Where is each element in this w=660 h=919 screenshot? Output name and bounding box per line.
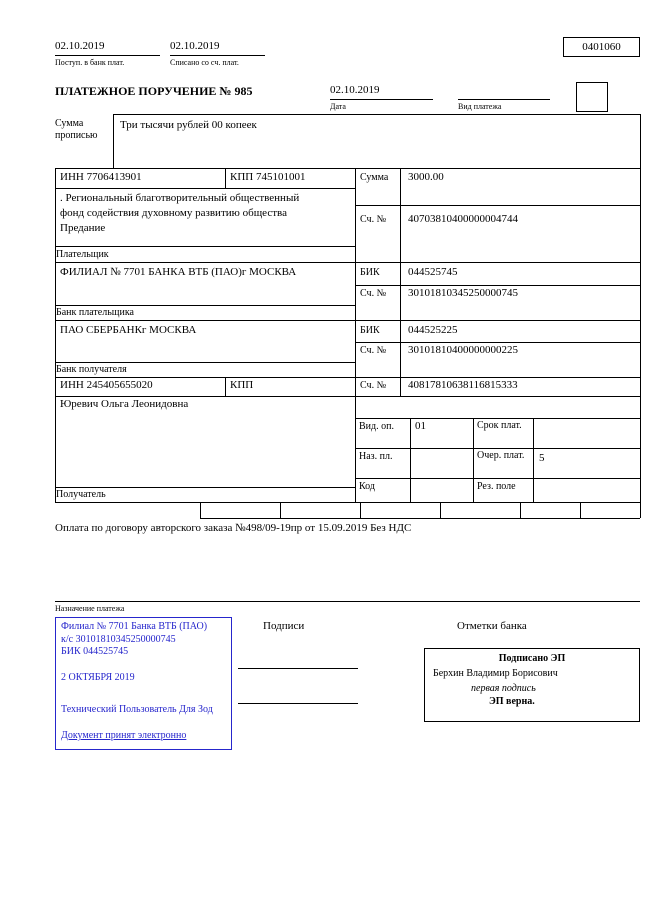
ep-valid-label: ЭП верна. [489,696,535,707]
priority-value: 5 [539,452,545,464]
payee-bank-account-label: Сч. № [360,345,387,356]
signed-ep-title: Подписано ЭП [498,653,566,664]
payee-section-label: Получатель [56,489,106,500]
doc-title: ПЛАТЕЖНОЕ ПОРУЧЕНИЕ № 985 [55,84,253,98]
grid-line [440,502,441,518]
received-date: 02.10.2019 [55,40,105,52]
grid-line [113,114,640,115]
grid-line [225,168,226,188]
payer-bank-bik-label: БИК [360,267,380,278]
grid-line [55,188,355,189]
payer-bank-bik: 044525745 [408,266,458,278]
sum-value: 3000.00 [408,171,444,183]
debited-date-label: Списано со сч. плат. [170,58,239,67]
received-date-label: Поступ. в банк плат. [55,58,125,67]
grid-line [55,362,355,363]
stamp-bik: БИК 044525745 [61,646,129,657]
grid-line [520,502,521,518]
debited-date-underline [170,55,265,56]
grid-line [280,502,281,518]
doc-date: 02.10.2019 [330,84,380,96]
stamp-user: Технический Пользователь Для Зод [61,704,213,715]
amount-label-line1: Сумма [55,118,84,129]
grid-line [55,168,56,502]
payment-type-underline [458,99,550,100]
grid-line [225,377,226,396]
grid-line [55,168,640,169]
payer-section-label: Плательщик [56,249,109,260]
bank-stamp-box [55,617,232,750]
stamp-bank-name: Филиал № 7701 Банка ВТБ (ПАО) [61,621,208,632]
grid-line [360,502,361,518]
grid-line [400,168,401,396]
grid-line [410,418,411,502]
signer-name: Берхин Владимир Борисович [433,668,558,679]
payee-bank-name: ПАО СБЕРБАНКг МОСКВА [60,324,197,336]
grid-line [55,305,355,306]
payee-account: 40817810638116815333 [408,379,518,391]
grid-line [473,418,474,502]
grid-line [355,342,640,343]
grid-line [640,114,641,518]
payee-inn: ИНН 245405655020 [60,379,153,391]
doc-date-underline [330,99,433,100]
first-signature-label: первая подпись [471,683,536,694]
grid-line [200,518,640,519]
payee-name: Юревич Ольга Леонидовна [60,398,189,410]
payer-kpp: КПП 745101001 [230,171,306,183]
grid-line [55,320,640,321]
grid-line [355,168,356,502]
received-date-underline [55,55,160,56]
signature-line [238,668,358,669]
payer-inn: ИНН 7706413901 [60,171,142,183]
payer-name: . Региональный благотворительный общественный фонд содействия духовному развитию общества Предание [60,192,300,234]
grid-line [580,502,581,518]
grid-line [55,502,640,503]
stamp-corr-account: к/с 30101810345250000745 [61,634,176,645]
payer-bank-section-label: Банк плательщика [56,307,134,318]
payment-type-label: Вид платежа [458,102,502,111]
grid-line [355,448,640,449]
debited-date: 02.10.2019 [170,40,220,52]
doc-date-label: Дата [330,102,346,111]
payee-account-label: Сч. № [360,380,387,391]
grid-line [55,396,640,397]
payer-account: 40703810400000004744 [408,213,518,225]
grid-line [355,285,640,286]
due-date-label: Срок плат. [477,420,522,431]
amount-in-words: Три тысячи рублей 00 копеек [120,119,257,131]
payer-account-label: Сч. № [360,214,387,225]
signatures-header: Подписи [263,620,305,632]
grid-line [55,246,355,247]
sum-label: Сумма [360,172,389,183]
grid-line [355,478,640,479]
grid-line [533,418,534,502]
grid-line [55,377,640,378]
bank-marks-header: Отметки банка [457,620,527,632]
purpose-label: Назначение платежа [55,604,125,613]
grid-line [113,114,114,168]
payee-bank-bik-label: БИК [360,325,380,336]
payer-bank-account-label: Сч. № [360,288,387,299]
form-code-box: 0401060 [563,37,640,57]
purpose-underline [55,601,640,602]
payee-bank-bik: 044525225 [408,324,458,336]
code-label: Код [359,481,375,492]
grid-line [355,205,640,206]
op-type-value: 01 [415,420,426,432]
stamp-date: 2 ОКТЯБРЯ 2019 [61,672,135,683]
payer-bank-account: 30101810345250000745 [408,287,518,299]
payee-bank-account: 30101810400000000225 [408,344,518,356]
reserve-field-label: Рез. поле [477,481,516,492]
grid-line [355,418,640,419]
purpose-code-label: Наз. пл. [359,451,393,462]
amount-label-line2: прописью [55,130,98,141]
signature-stamp-box [424,648,640,722]
grid-line [200,502,201,518]
purpose-text: Оплата по договору авторского заказа №498/09-19пр от 15.09.2019 Без НДС [55,522,412,534]
grid-line [55,262,640,263]
op-type-label: Вид. оп. [359,421,394,432]
payee-kpp-label: КПП [230,379,254,391]
signature-line [238,703,358,704]
payment-type-box [576,82,608,112]
payee-bank-section-label: Банк получателя [56,364,127,375]
stamp-accepted: Документ принят электронно [61,730,187,741]
payer-bank-name: ФИЛИАЛ № 7701 БАНКА ВТБ (ПАО)г МОСКВА [60,266,297,278]
grid-line [55,487,355,488]
priority-label: Очер. плат. [477,450,525,461]
